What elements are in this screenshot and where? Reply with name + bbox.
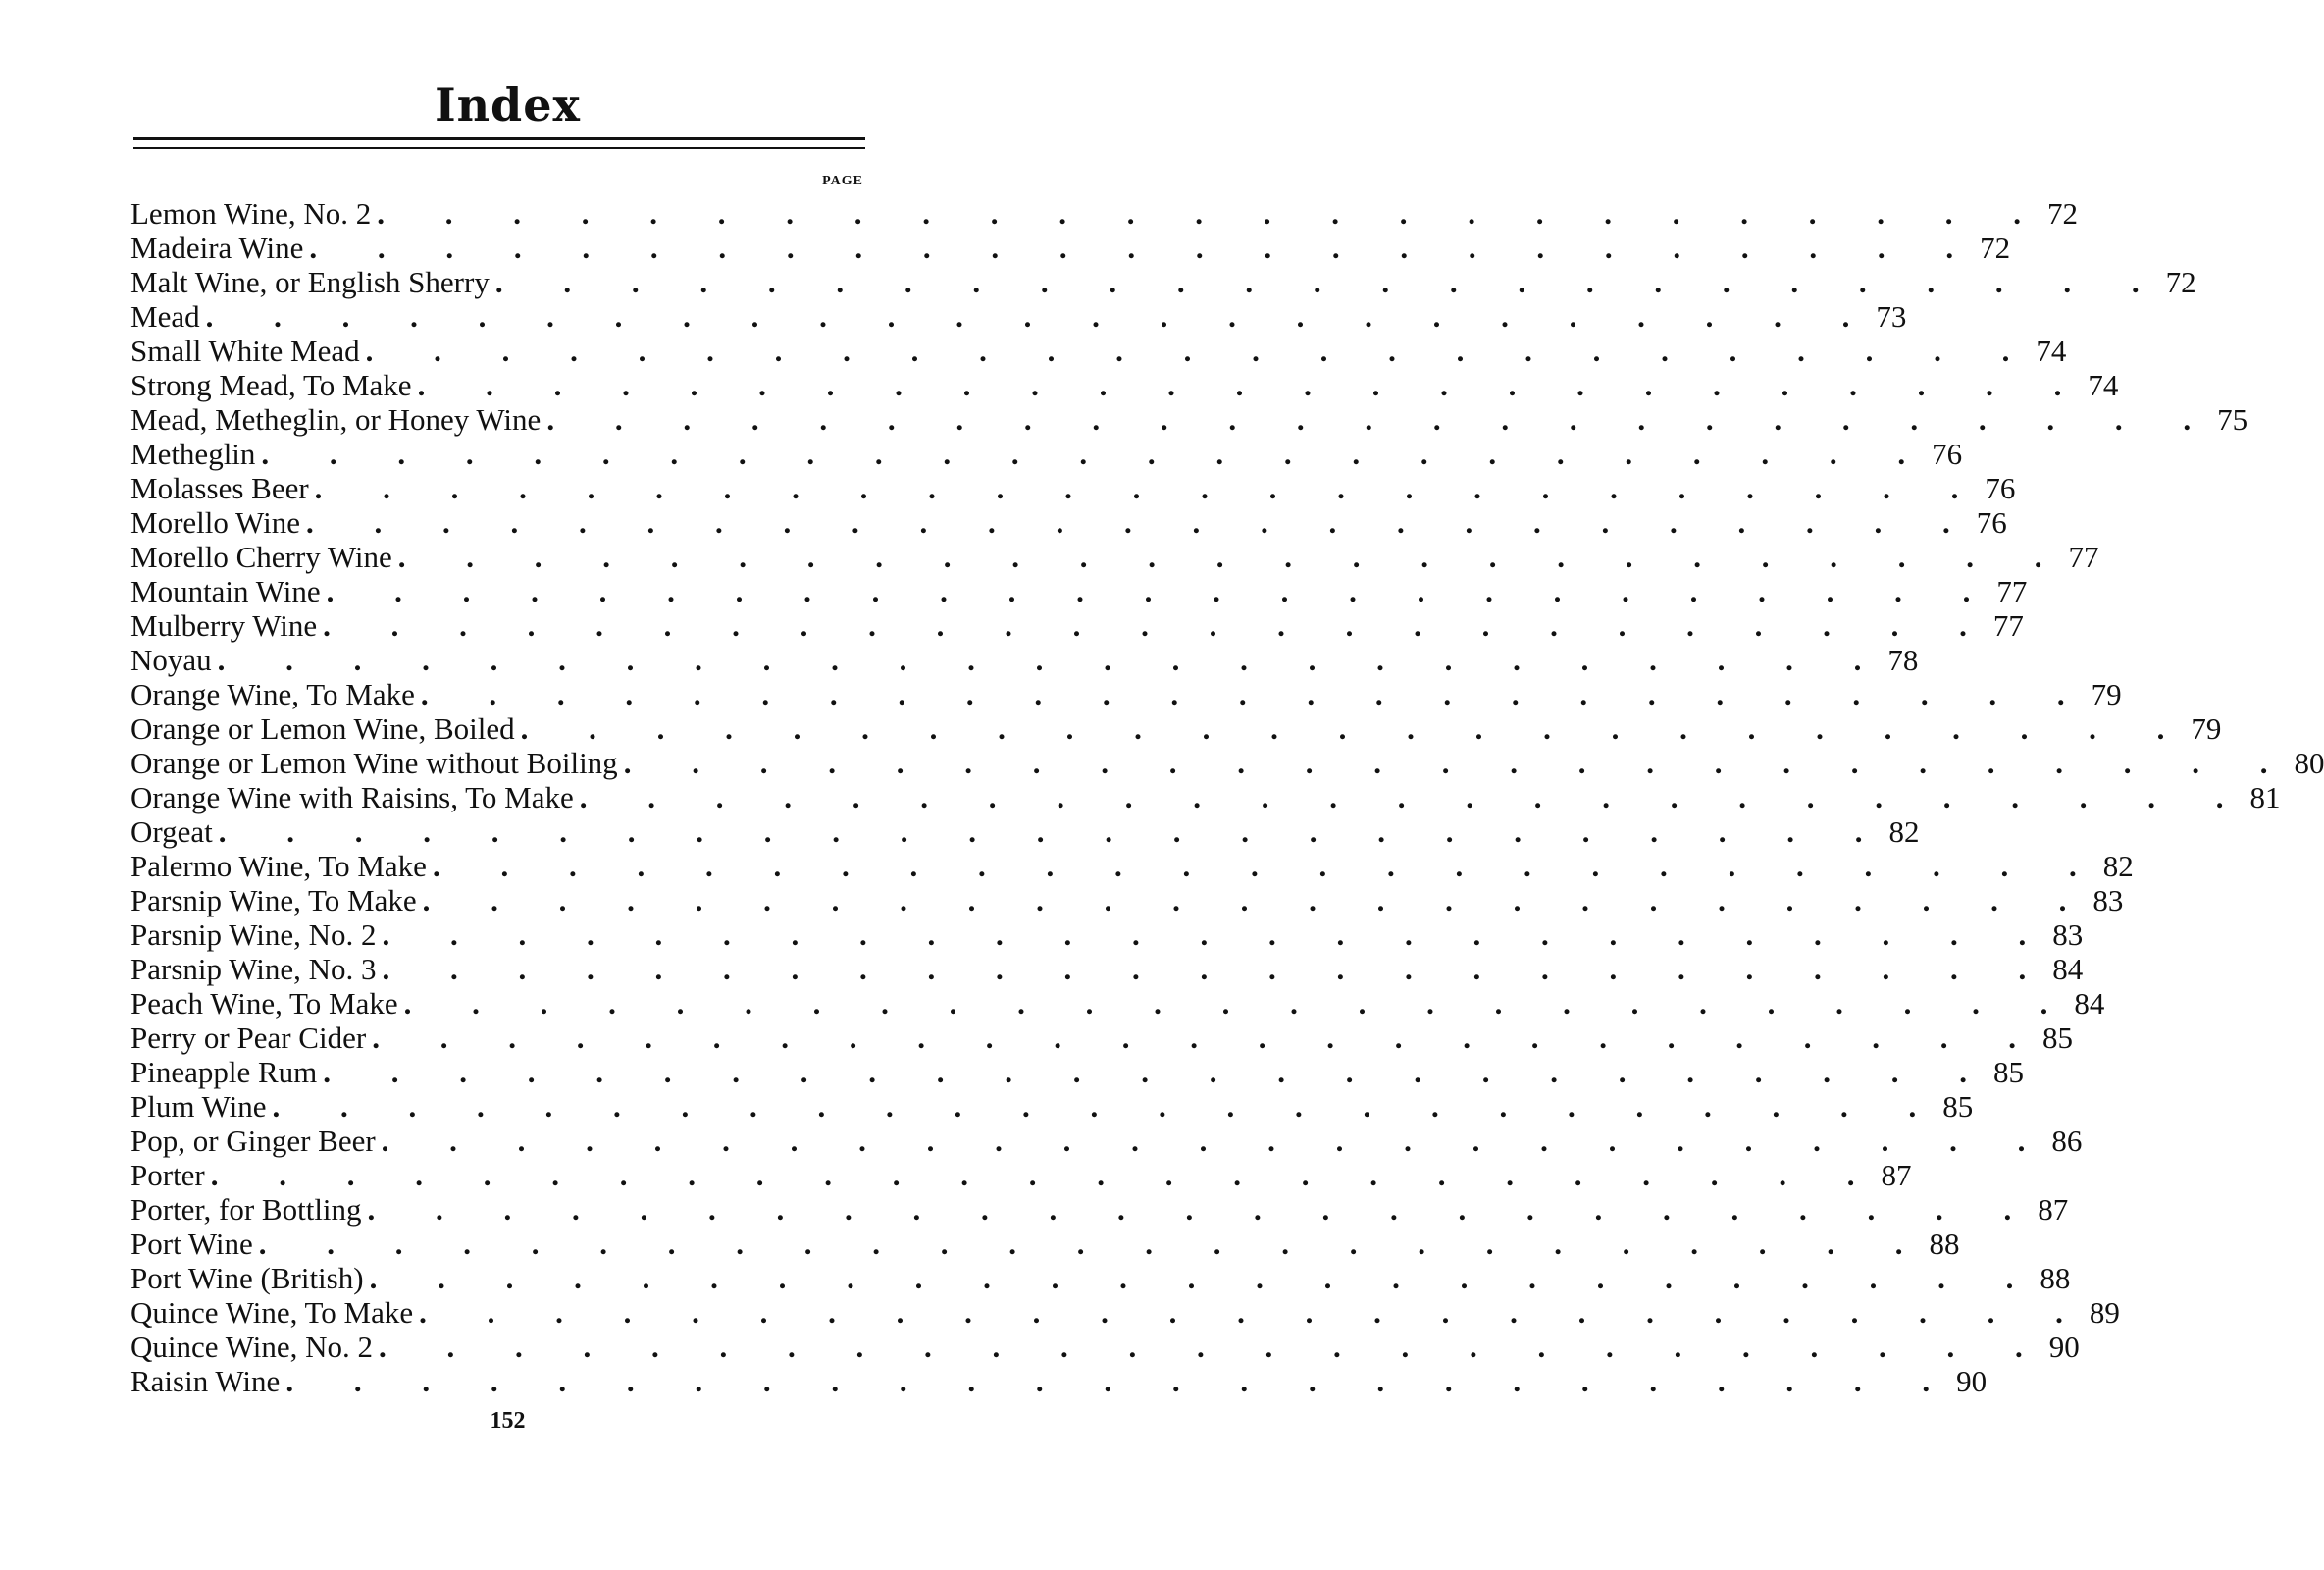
index-entry-page: 83 (2092, 883, 2124, 917)
dot-leader: . . . . . . . . . . . . . . . . . . . . . . . . . (210, 1158, 1882, 1192)
index-entry-label: Parsnip Wine, No. 3 (130, 952, 377, 986)
index-entry-label: Lemon Wine, No. 2 (130, 196, 372, 231)
index-entry-page: 79 (2091, 677, 2122, 711)
index-entry-page: 75 (2217, 402, 2248, 437)
index-entry-label: Morello Cherry Wine (130, 540, 392, 574)
index-entry (130, 437, 1963, 471)
index-entry-page: 88 (1929, 1227, 1960, 1261)
index-entry-page: 76 (1976, 505, 2007, 540)
dot-leader: . . . . . . . . . . . . . . . . . . . . . . . . . (323, 1055, 1994, 1089)
index-entry-label: Metheglin (130, 437, 256, 471)
dot-leader: . . . . . . . . . . . . . . . . . . . . . . . . . (365, 334, 2037, 368)
dot-leader: . . . . . . . . . . . . . . . . . . . . . . . . . (420, 677, 2092, 711)
index-entry (130, 643, 1919, 677)
dot-leader: . . . . . . . . . . . . . . . . . . . . . . . . . (579, 780, 2250, 814)
page-title: Index (435, 78, 581, 131)
index-entry-page: 90 (1956, 1364, 1988, 1398)
index-entry-label: Madeira Wine (130, 231, 304, 265)
index-entry-label: Quince Wine, No. 2 (130, 1330, 373, 1364)
index-entry-label: Porter, for Bottling (130, 1192, 362, 1227)
dot-leader: . . . . . . . . . . . . . . . . . . . . . . . . . (379, 1330, 2049, 1364)
index-entry (130, 677, 2122, 711)
index-entry-label: Plum Wine (130, 1089, 267, 1124)
index-entry-page: 73 (1876, 299, 1907, 334)
index-entry-page: 85 (2041, 1020, 2073, 1055)
index-entry (130, 952, 2084, 986)
index-entry-page: 77 (2068, 540, 2099, 574)
index-entry-page: 86 (2051, 1124, 2083, 1158)
dot-leader: . . . . . . . . . . . . . . . . . . . . . . . . . (377, 196, 2048, 231)
dot-leader: . . . . . . . . . . . . . . . . . . . . . . . . . (205, 299, 1877, 334)
index-entry-label: Molasses Beer (130, 471, 309, 505)
index-entry-page: 87 (1881, 1158, 1912, 1192)
index-entry (130, 608, 2024, 643)
index-entry (130, 540, 2099, 574)
index-entry-page: 74 (2088, 368, 2119, 402)
dot-leader: . . . . . . . . . . . . . . . . . . . . . . . . . (494, 265, 2166, 299)
index-entry (130, 986, 2105, 1020)
index-entry (130, 1261, 2071, 1295)
index-entry-page: 84 (2052, 952, 2084, 986)
index-entry-label: Malt Wine, or English Sherry (130, 265, 490, 299)
index-entry-page: 90 (2048, 1330, 2080, 1364)
index-entry (130, 299, 1907, 334)
index-entry-page: 84 (2074, 986, 2105, 1020)
index-entry-label: Orange or Lemon Wine without Boiling (130, 746, 618, 780)
index-entry-page: 88 (2040, 1261, 2071, 1295)
index-entry (130, 746, 2324, 780)
index-entry (130, 1227, 1960, 1261)
index-entry-page: 72 (2165, 265, 2196, 299)
index-entry-label: Strong Mead, To Make (130, 368, 412, 402)
index-entry-page: 81 (2249, 780, 2281, 814)
index-entry (130, 1295, 2120, 1330)
index-entry (130, 1192, 2069, 1227)
index-entry-label: Peach Wine, To Make (130, 986, 398, 1020)
index-entry-page: 77 (1992, 608, 2024, 643)
index-entry (130, 917, 2084, 952)
index-entry (130, 1330, 2080, 1364)
dot-leader: . . . . . . . . . . . . . . . . . . . . . . . . . (623, 746, 2295, 780)
index-entry-label: Quince Wine, To Make (130, 1295, 414, 1330)
dot-leader: . . . . . . . . . . . . . . . . . . . . . . . . . (546, 402, 2218, 437)
page-number-folio: 152 (490, 1408, 526, 1434)
index-entry-label: Orange or Lemon Wine, Boiled (130, 711, 515, 746)
index-entry-page: 72 (1980, 231, 2011, 265)
index-entry (130, 1089, 1974, 1124)
index-entry-label: Parsnip Wine, To Make (130, 883, 417, 917)
index-entry-label: Raisin Wine (130, 1364, 281, 1398)
index-entry (130, 780, 2281, 814)
index-entry-page: 89 (2089, 1295, 2120, 1330)
index-entry (130, 402, 2248, 437)
dot-leader: . . . . . . . . . . . . . . . . . . . . . . . . . (382, 917, 2053, 952)
dot-leader: . . . . . . . . . . . . . . . . . . . . . . . . . (305, 505, 1977, 540)
dot-leader: . . . . . . . . . . . . . . . . . . . . . . . . . (326, 574, 1997, 608)
dot-leader: . . . . . . . . . . . . . . . . . . . . . . . . . (403, 986, 2075, 1020)
dot-leader: . . . . . . . . . . . . . . . . . . . . . . . . . (323, 608, 1993, 643)
index-entry-page: 76 (1932, 437, 1963, 471)
page-column-heading: PAGE (822, 174, 863, 188)
index-entry-label: Pineapple Rum (130, 1055, 318, 1089)
index-entry-page: 80 (2294, 746, 2324, 780)
index-entry-label: Mountain Wine (130, 574, 321, 608)
index-entry (130, 471, 2016, 505)
index-entry-page: 74 (2036, 334, 2067, 368)
index-entry (130, 814, 1920, 849)
index-entry (130, 1158, 1912, 1192)
index-entry-label: Porter (130, 1158, 205, 1192)
index-entry-label: Perry or Pear Cider (130, 1020, 367, 1055)
index-entry-label: Noyau (130, 643, 212, 677)
dot-leader: . . . . . . . . . . . . . . . . . . . . . . . . . (397, 540, 2069, 574)
dot-leader: . . . . . . . . . . . . . . . . . . . . . . . . . (258, 1227, 1930, 1261)
index-entry-label: Small White Mead (130, 334, 360, 368)
index-entry (130, 505, 2007, 540)
index-entry (130, 368, 2119, 402)
index-entry-label: Orange Wine with Raisins, To Make (130, 780, 574, 814)
index-entry (130, 1364, 1988, 1398)
index-entry-label: Pop, or Ginger Beer (130, 1124, 376, 1158)
dot-leader: . . . . . . . . . . . . . . . . . . . . . . . . . (422, 883, 2093, 917)
dot-leader: . . . . . . . . . . . . . . . . . . . . . . . . . (309, 231, 1981, 265)
dot-leader: . . . . . . . . . . . . . . . . . . . . . . . . . (372, 1020, 2042, 1055)
index-entry-page: 82 (1888, 814, 1920, 849)
index-entry (130, 849, 2134, 883)
index-entry (130, 231, 2011, 265)
dot-leader: . . . . . . . . . . . . . . . . . . . . . . . . . (217, 643, 1888, 677)
index-entry (130, 574, 2028, 608)
index-entry (130, 265, 2196, 299)
index-entry-page: 79 (2191, 711, 2222, 746)
index-entry (130, 1124, 2083, 1158)
index-entry-page: 77 (1996, 574, 2028, 608)
dot-leader: . . . . . . . . . . . . . . . . . . . . . . . . . (419, 1295, 2090, 1330)
dot-leader: . . . . . . . . . . . . . . . . . . . . . . . . . (367, 1192, 2039, 1227)
index-entry-page: 78 (1887, 643, 1919, 677)
dot-leader: . . . . . . . . . . . . . . . . . . . . . . . . . (314, 471, 1986, 505)
index-entry-page: 85 (1942, 1089, 1974, 1124)
dot-leader: . . . . . . . . . . . . . . . . . . . . . . . . . (369, 1261, 2040, 1295)
index-entry (130, 1020, 2073, 1055)
dot-leader: . . . . . . . . . . . . . . . . . . . . . . . . . (417, 368, 2089, 402)
dot-leader: . . . . . . . . . . . . . . . . . . . . . . . . . (218, 814, 1889, 849)
index-entry-page: 87 (2038, 1192, 2069, 1227)
index-entry (130, 883, 2124, 917)
index-entry-label: Orange Wine, To Make (130, 677, 415, 711)
title-rule-thick (133, 137, 865, 140)
index-entry-label: Port Wine (British) (130, 1261, 364, 1295)
dot-leader: . . . . . . . . . . . . . . . . . . . . . . . . . (520, 711, 2192, 746)
index-entry-list (130, 196, 2324, 1398)
index-entry-page: 76 (1985, 471, 2016, 505)
dot-leader: . . . . . . . . . . . . . . . . . . . . . . . . . (272, 1089, 1943, 1124)
index-entry-label: Mead (130, 299, 200, 334)
index-entry-label: Mead, Metheglin, or Honey Wine (130, 402, 542, 437)
index-entry-label: Orgeat (130, 814, 213, 849)
index-entry (130, 711, 2222, 746)
index-entry-page: 85 (1993, 1055, 2025, 1089)
dot-leader: . . . . . . . . . . . . . . . . . . . . . . . . . (382, 952, 2053, 986)
index-entry-label: Parsnip Wine, No. 2 (130, 917, 377, 952)
index-entry-label: Mulberry Wine (130, 608, 318, 643)
index-entry-page: 83 (2052, 917, 2084, 952)
dot-leader: . . . . . . . . . . . . . . . . . . . . . . . . . (381, 1124, 2052, 1158)
dot-leader: . . . . . . . . . . . . . . . . . . . . . . . . . (261, 437, 1933, 471)
index-entry (130, 196, 2079, 231)
title-rule-thin (133, 147, 865, 149)
index-entry-page: 82 (2102, 849, 2134, 883)
index-entry-label: Port Wine (130, 1227, 253, 1261)
dot-leader: . . . . . . . . . . . . . . . . . . . . . . . . . (432, 849, 2103, 883)
index-entry (130, 1055, 2025, 1089)
index-entry (130, 334, 2067, 368)
index-entry-label: Morello Wine (130, 505, 300, 540)
index-entry-label: Palermo Wine, To Make (130, 849, 427, 883)
dot-leader: . . . . . . . . . . . . . . . . . . . . . . . . . (285, 1364, 1957, 1398)
index-entry-page: 72 (2047, 196, 2079, 231)
